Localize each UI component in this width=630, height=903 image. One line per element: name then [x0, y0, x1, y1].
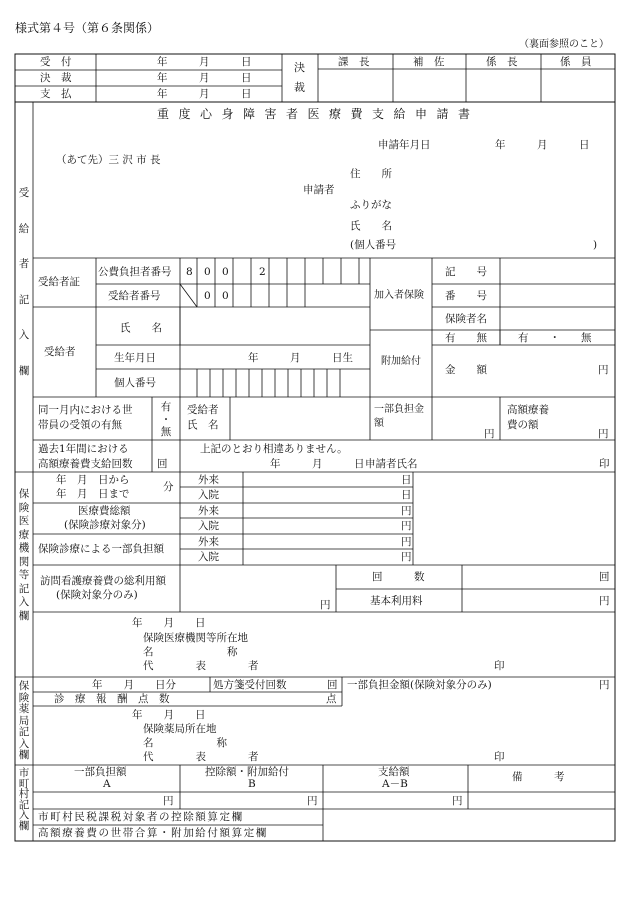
household-recipient-name-1: 受給者	[187, 404, 219, 416]
approval-label-kessai: 決 裁	[40, 72, 72, 84]
basic-fee-label: 基本利用料	[370, 595, 423, 607]
kessai-char-2: 裁	[294, 81, 305, 94]
visiting-nurse-label-1: 訪問看護療養費の総利用額	[40, 575, 166, 587]
col-deduction-sub: B	[248, 778, 256, 790]
approval-date-uketsuke: 年 月 日	[157, 56, 252, 68]
household-aggregation-row: 高額療養費の世帯合算・附加給付額算定欄	[38, 827, 268, 839]
col-copay-label: 一部負担額	[74, 766, 127, 778]
symbol-label: 記 号	[445, 266, 487, 278]
pharmacy-copay-yen: 円	[599, 679, 610, 691]
days-inpatient-unit: 日	[401, 489, 412, 501]
personal-number-close: )	[593, 239, 598, 251]
reverse-note: （裏面参照のこと）	[519, 39, 609, 50]
days-outpatient-label: 外来	[198, 474, 219, 486]
application-date-label: 申請年月日	[378, 139, 431, 151]
period-to: 年 月 日まで	[56, 488, 130, 500]
pharmacy-rep-label: 代 表 者	[143, 751, 259, 763]
visiting-nurse-yen: 円	[320, 599, 331, 611]
payer-digit-2: 0	[204, 266, 211, 278]
recipient-digit-1: 0	[204, 290, 211, 302]
medical-copay-label: 保険診療による一部負担額	[38, 543, 164, 555]
same-month-label-1: 同一月内における世	[38, 404, 133, 416]
pharmacy-section-label: 保 険 薬 局 記 入 欄	[18, 680, 30, 761]
cost-outpatient-label: 外来	[198, 505, 219, 517]
insurance-label: 加入者保険	[374, 290, 424, 301]
recipient-label: 受給者	[44, 346, 76, 358]
recipient-personal-number-label: 個人番号	[114, 377, 156, 389]
medical-cert-date: 年 月 日	[132, 617, 206, 629]
cost-outpatient-yen: 円	[401, 505, 412, 517]
same-month-label-2: 帯員の受領の有無	[38, 419, 122, 431]
medical-section-label: 保 険 医 療 機 関 等 記 入 欄	[18, 488, 30, 622]
total-cost-label-1: 医療費総額	[78, 505, 131, 517]
yes-no-header: 有 無	[445, 332, 487, 344]
pharmacy-period: 年 月 日分	[92, 679, 176, 691]
municipality-section-label: 市 町 村 記 入 欄	[18, 767, 30, 832]
approval-date-kessai: 年 月 日	[157, 72, 252, 84]
col-payment-sub: A－B	[382, 778, 408, 790]
high-cost-label-1: 高額療養	[507, 404, 549, 416]
role-kakariin: 係 員	[560, 56, 592, 68]
remarks-label: 備 考	[512, 771, 565, 783]
col-payment-label: 支給額	[378, 766, 410, 778]
certificate-label: 受給者証	[38, 276, 80, 288]
period-unit: 分	[163, 481, 174, 493]
role-kacho: 課 長	[338, 56, 370, 68]
declaration-date: 年 月 日	[270, 458, 365, 470]
col-deduction-yen: 円	[307, 795, 318, 807]
col-deduction-label: 控除額・附加給付	[205, 766, 289, 778]
copay-outpatient-label: 外来	[198, 536, 219, 548]
household-copay-label-2: 額	[374, 418, 384, 429]
past-year-label-1: 過去1年間における	[38, 443, 129, 455]
points-label: 診 療 報 酬 点 数	[54, 693, 170, 705]
days-outpatient-unit: 日	[401, 474, 412, 486]
medical-address-label: 保険医療機関等所在地	[143, 632, 248, 644]
supplement-label: 附加給付	[381, 356, 421, 367]
basic-fee-yen: 円	[599, 595, 610, 607]
payer-digit-1: 8	[186, 266, 193, 278]
role-hosa: 補 佐	[413, 56, 445, 68]
visit-count-unit: 回	[599, 571, 610, 583]
high-cost-label-2: 費の額	[507, 419, 539, 431]
copay-inpatient-yen: 円	[401, 551, 412, 563]
pharmacy-name-label: 名 称	[143, 737, 227, 749]
total-cost-label-2: (保険診療対象分)	[64, 519, 146, 531]
declaration-text: 上記のとおり相違ありません。	[200, 443, 348, 455]
payer-digit-4: 2	[259, 266, 266, 278]
form-number: 様式第４号（第６条関係）	[15, 21, 160, 35]
household-copay-yen: 円	[484, 428, 495, 440]
applicant-label: 申請者	[303, 184, 335, 196]
prescription-times: 回	[327, 679, 338, 691]
period-from: 年 月 日から	[56, 474, 130, 486]
applicant-seal: 印	[599, 458, 610, 470]
address-label: 住 所	[350, 168, 392, 180]
household-recipient-name-2: 氏 名	[187, 419, 219, 431]
birth-label: 生年月日	[114, 352, 156, 364]
same-month-yes-no: 有 ・ 無	[160, 401, 172, 438]
recipient-section-label: 受 給 者 記 入 欄	[18, 187, 30, 377]
approval-label-shiharai: 支 払	[40, 88, 72, 100]
col-payment-yen: 円	[452, 795, 463, 807]
recipient-digit-2: 0	[222, 290, 229, 302]
applicant-signature-label: 申請者氏名	[365, 458, 418, 470]
personal-number-label: (個人番号	[350, 239, 397, 251]
cost-inpatient-yen: 円	[401, 520, 412, 532]
visiting-nurse-label-2: (保険対象分のみ)	[56, 589, 138, 601]
household-copay-label-1: 一部負担金	[374, 404, 424, 415]
furigana-label: ふりがな	[350, 199, 392, 211]
payer-digit-3: 0	[222, 266, 229, 278]
prescription-label: 処方箋受付回数	[213, 679, 287, 691]
recipient-name-label: 氏 名	[120, 322, 162, 334]
past-year-times: 回	[157, 458, 168, 470]
copay-inpatient-label: 入院	[198, 551, 219, 563]
name-label: 氏 名	[350, 220, 392, 232]
cost-inpatient-label: 入院	[198, 520, 219, 532]
kessai-char-1: 決	[294, 61, 305, 74]
medical-seal: 印	[494, 660, 505, 672]
pharmacy-cert-date: 年 月 日	[132, 709, 206, 721]
col-copay-yen: 円	[163, 795, 174, 807]
birth-value: 年 月 日生	[248, 352, 353, 364]
application-date-value: 年 月 日	[495, 139, 590, 151]
pharmacy-copay-label: 一部負担金額(保険対象分のみ)	[347, 679, 492, 691]
high-cost-yen: 円	[598, 428, 609, 440]
recipient-number-label: 受給者番号	[108, 290, 161, 302]
approval-label-uketsuke: 受 付	[40, 56, 72, 68]
role-kakaricho: 係 長	[486, 56, 518, 68]
yes-no-answer: 有 ・ 無	[518, 332, 592, 344]
pharmacy-seal: 印	[494, 751, 505, 763]
visit-count-label: 回 数	[372, 571, 425, 583]
number-label: 番 号	[445, 290, 487, 302]
medical-rep-label: 代 表 者	[143, 660, 259, 672]
addressee: （あて先）三 沢 市 長	[56, 154, 161, 166]
medical-name-label: 名 称	[143, 646, 238, 658]
page-title: 重度心身障害者医療費支給申請書	[157, 107, 480, 121]
amount-label: 金 額	[445, 364, 487, 376]
approval-date-shiharai: 年 月 日	[157, 88, 252, 100]
payer-number-label: 公費負担者番号	[98, 266, 172, 278]
pharmacy-address-label: 保険薬局所在地	[143, 723, 217, 735]
past-year-label-2: 高額療養費支給回数	[38, 458, 133, 470]
insurer-label: 保険者名	[445, 313, 487, 325]
tax-deduction-row: 市町村民税課税対象者の控除額算定欄	[38, 811, 244, 823]
col-copay-sub: A	[103, 778, 111, 790]
days-inpatient-label: 入院	[198, 489, 219, 501]
supplement-yen: 円	[598, 364, 609, 376]
copay-outpatient-yen: 円	[401, 536, 412, 548]
points-unit: 点	[326, 693, 337, 705]
